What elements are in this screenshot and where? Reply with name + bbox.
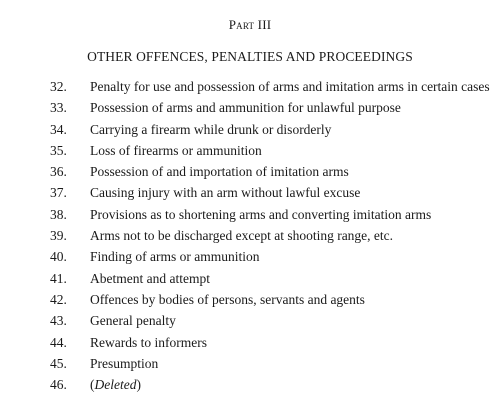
section-item-44[interactable] [0, 332, 500, 353]
section-number: 33. [50, 100, 67, 116]
section-item-42[interactable] [0, 289, 500, 310]
section-title[interactable]: Penalty for use and possession of arms and imitation arms in certain cases [90, 79, 490, 94]
section-item-32[interactable] [0, 76, 500, 97]
section-item-37[interactable] [0, 182, 500, 203]
section-title-deleted[interactable] [90, 374, 141, 395]
section-item-39[interactable] [0, 225, 500, 246]
section-list [0, 76, 500, 395]
section-item-45[interactable] [0, 353, 500, 374]
open-paren: ( [90, 377, 95, 393]
section-title[interactable]: Rewards to informers [90, 334, 207, 350]
section-number: 36. [50, 164, 67, 180]
section-item-40[interactable] [0, 246, 500, 267]
section-number: 39. [50, 228, 67, 244]
section-number: 40. [50, 249, 67, 265]
section-number: 45. [50, 355, 67, 371]
part-heading: OTHER OFFENCES, PENALTIES AND PROCEEDINGS [87, 49, 413, 64]
deleted-word: Deleted [94, 377, 137, 393]
section-title[interactable]: Abetment and attempt [90, 270, 210, 286]
section-number: 41. [50, 270, 67, 286]
section-number: 34. [50, 121, 67, 137]
section-number: 38. [50, 206, 67, 222]
close-paren: ) [136, 377, 141, 393]
section-number: 35. [50, 142, 67, 158]
section-title[interactable]: Finding of arms or ammunition [90, 249, 260, 265]
section-item-33[interactable] [0, 97, 500, 118]
section-item-38[interactable] [0, 204, 500, 225]
section-number: 42. [50, 291, 67, 307]
section-title[interactable]: Carrying a firearm while drunk or disorderly [90, 121, 332, 137]
section-title[interactable]: Provisions as to shortening arms and converting imitation arms [90, 206, 432, 222]
section-title[interactable]: Loss of firearms or ammunition [90, 142, 262, 158]
section-number: 46. [50, 377, 67, 393]
section-item-34[interactable] [0, 119, 500, 140]
section-number: 44. [50, 334, 67, 350]
section-number: 37. [50, 185, 67, 201]
section-title[interactable]: Possession of arms and ammunition for unlawful purpose [90, 100, 401, 116]
section-title[interactable]: Arms not to be discharged except at shooting range, etc. [90, 228, 394, 244]
section-title[interactable]: General penalty [90, 313, 176, 329]
section-item-35[interactable] [0, 140, 500, 161]
section-item-36[interactable] [0, 161, 500, 182]
part-label: Part III [228, 17, 272, 32]
section-title[interactable]: Presumption [90, 355, 159, 371]
section-item-46[interactable] [0, 374, 500, 395]
section-item-43[interactable] [0, 310, 500, 331]
section-item-41[interactable] [0, 268, 500, 289]
section-title[interactable]: Possession of and importation of imitation arms [90, 164, 349, 180]
section-title[interactable]: Causing injury with an arm without lawful excuse [90, 185, 361, 201]
section-number: 32. [50, 79, 67, 94]
section-number: 43. [50, 313, 67, 329]
section-title[interactable]: Offences by bodies of persons, servants and agents [90, 291, 365, 307]
